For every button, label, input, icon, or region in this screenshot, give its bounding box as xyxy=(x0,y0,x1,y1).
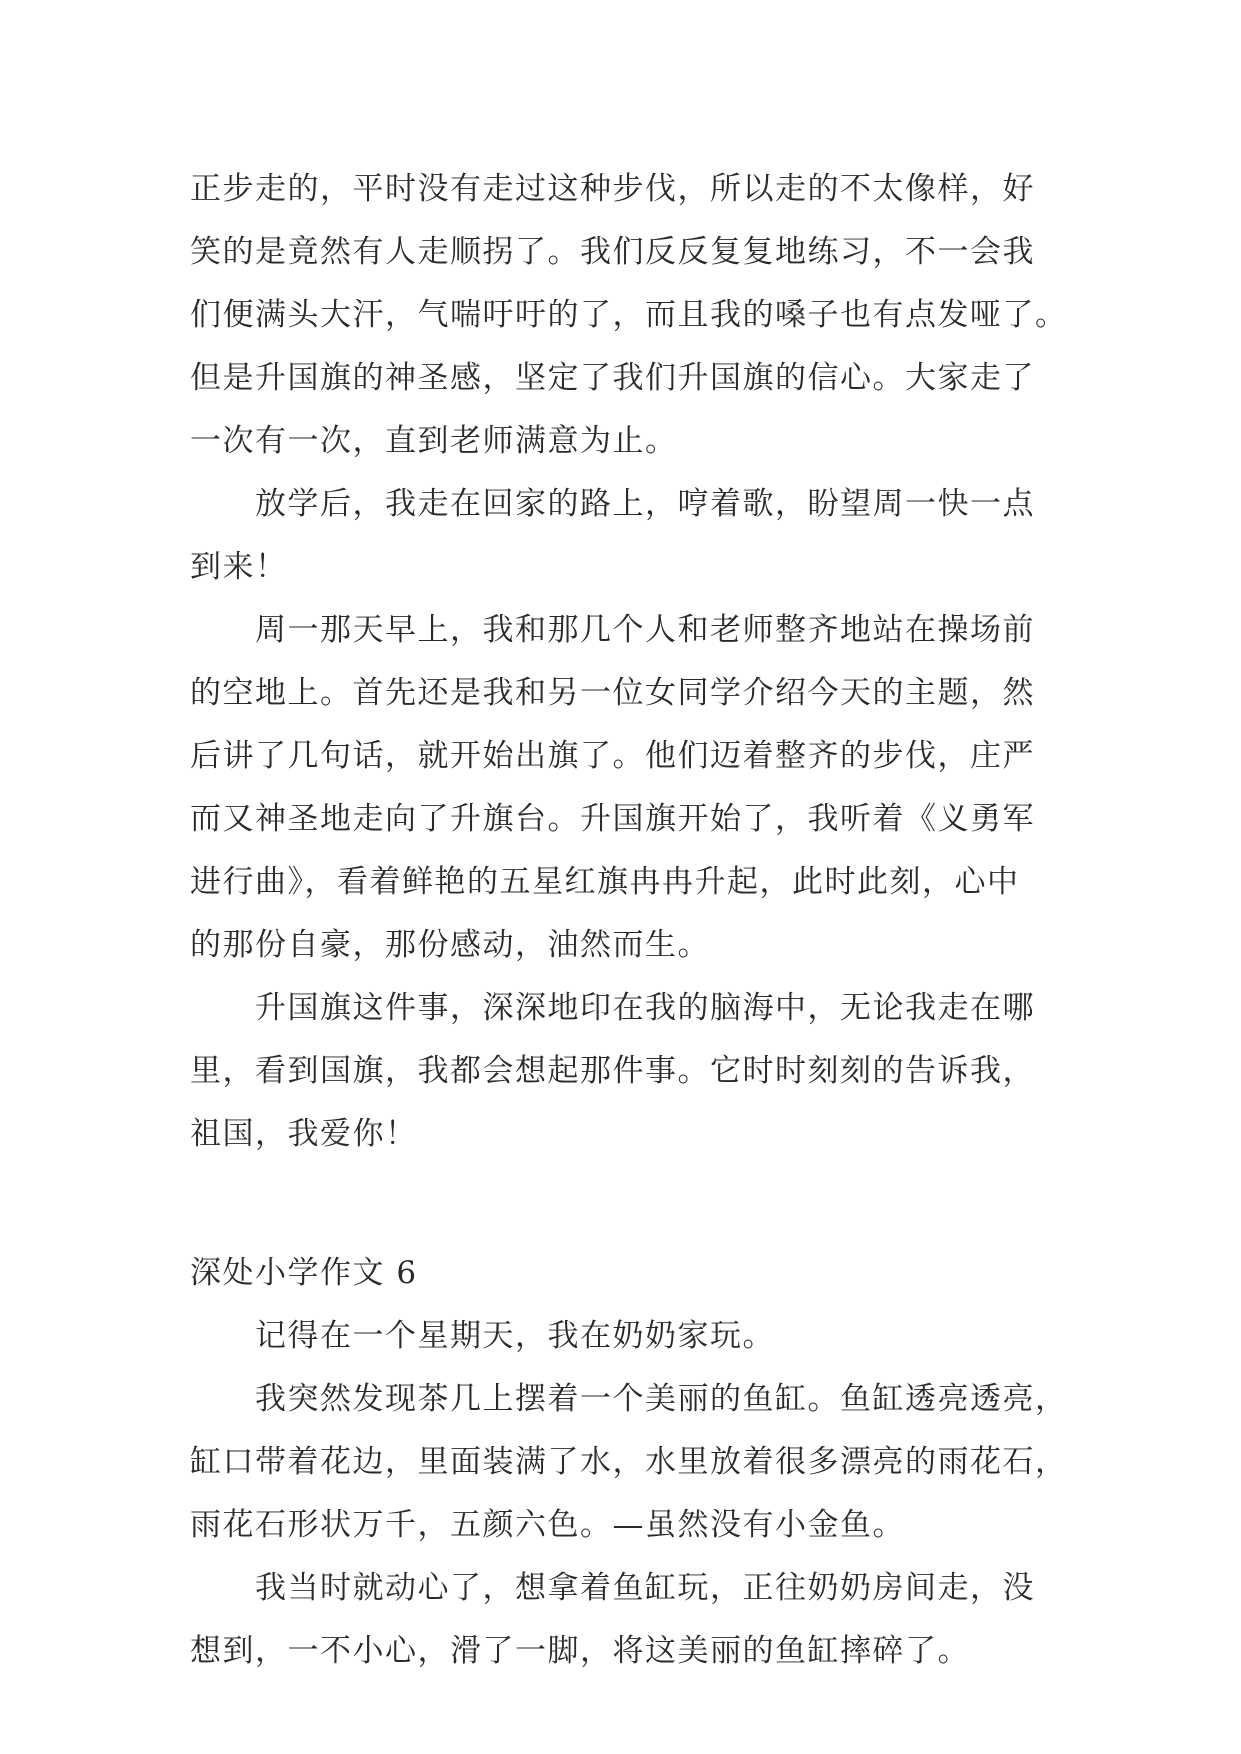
text-line: 笑的是竟然有人走顺拐了。我们反反复复地练习，不一会我 xyxy=(190,234,1035,270)
text-line: 想到，一不小心，滑了一脚，将这美丽的鱼缸摔碎了。 xyxy=(190,1633,970,1669)
text-line: 的那份自豪，那份感动，油然而生。 xyxy=(190,927,710,963)
text-line: 到来！ xyxy=(190,549,288,585)
text-line: 雨花石形状万千，五颜六色。—虽然没有小金鱼。 xyxy=(190,1507,905,1543)
text-line: 里，看到国旗，我都会想起那件事。它时时刻刻的告诉我， xyxy=(190,1053,1035,1089)
text-line: 我当时就动心了，想拿着鱼缸玩，正往奶奶房间走，没 xyxy=(190,1570,1035,1606)
text-line: 放学后，我走在回家的路上，哼着歌，盼望周一快一点 xyxy=(190,486,1035,522)
text-line: 但是升国旗的神圣感，坚定了我们升国旗的信心。大家走了 xyxy=(190,360,1035,396)
text-line: 们便满头大汗，气喘吁吁的了，而且我的嗓子也有点发哑了。 xyxy=(190,297,1068,333)
text-line: 记得在一个星期天，我在奶奶家玩。 xyxy=(190,1318,775,1354)
text-line: 周一那天早上，我和那几个人和老师整齐地站在操场前 xyxy=(190,612,1035,648)
text-line: 一次有一次，直到老师满意为止。 xyxy=(190,423,678,459)
text-line: 后讲了几句话，就开始出旗了。他们迈着整齐的步伐，庄严 xyxy=(190,738,1035,774)
section-gap xyxy=(190,1166,1060,1242)
section-title: 深处小学作文 6 xyxy=(190,1255,418,1291)
text-line: 我突然发现茶几上摆着一个美丽的鱼缸。鱼缸透亮透亮， xyxy=(190,1381,1068,1417)
text-line: 正步走的，平时没有走过这种步伐，所以走的不太像样，好 xyxy=(190,171,1035,207)
text-line: 祖国，我爱你！ xyxy=(190,1116,418,1152)
text-line: 而又神圣地走向了升旗台。升国旗开始了，我听着《义勇军 xyxy=(190,801,1035,837)
text-line: 进行曲》，看着鲜艳的五星红旗冉冉升起，此时此刻，心中 xyxy=(190,864,1020,900)
text-line: 升国旗这件事，深深地印在我的脑海中，无论我走在哪 xyxy=(190,990,1035,1026)
essay-body xyxy=(190,158,1068,1683)
text-line: 的空地上。首先还是我和另一位女同学介绍今天的主题，然 xyxy=(190,675,1035,711)
text-line: 缸口带着花边，里面装满了水，水里放着很多漂亮的雨花石， xyxy=(190,1444,1068,1480)
